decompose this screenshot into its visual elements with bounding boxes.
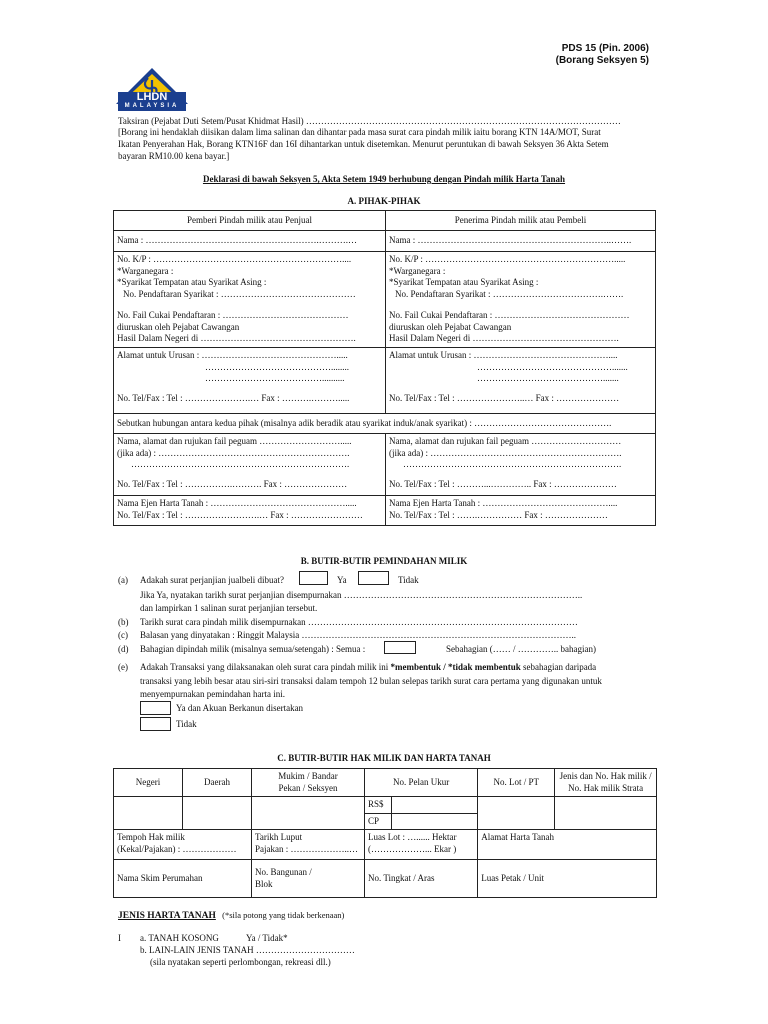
property-table xyxy=(113,768,657,898)
declaration-title: Deklarasi di bawah Seksyen 5, Akta Setem 1949 berhubung dengan Pindah milik Harta Tanah xyxy=(202,174,566,184)
seller-ejen[interactable] xyxy=(114,496,386,526)
buyer-peguam-1: Nama, alamat dan rujukan fail peguam ………………………… xyxy=(389,436,622,446)
item-e-text2: transaksi yang lebih besar atau siri-siri transaksi dalam tempoh 12 bulan selepas tarikh surat cara pertama yang digunakan untuk xyxy=(140,676,602,686)
form-subtitle: (Borang Seksyen 5) xyxy=(555,55,649,66)
h-negeri: Negeri xyxy=(114,769,183,797)
seller-peguam-1: Nama, alamat dan rujukan fail peguam ………………………..... xyxy=(117,436,352,446)
tempoh-value: (Kekal/Pajakan) : ……………… xyxy=(117,843,237,854)
buyer-alamat-1: Alamat untuk Urusan : ……………………………………….... xyxy=(389,350,618,360)
buyer-fail: No. Fail Cukai Pendaftaran : ……………………………………… xyxy=(389,310,630,320)
buyer-nama[interactable]: Nama : ………………………………………………………..……. xyxy=(386,231,656,252)
item-c-text[interactable]: Balasan yang dinyatakan : Ringgit Malaysia ……………………………………………………………………………….. xyxy=(140,630,576,640)
jenis-heading xyxy=(118,910,344,921)
intro-line: bayaran RM10.00 kena bayar.] xyxy=(118,151,230,161)
item-d-label: (d) xyxy=(118,644,129,654)
cell-petak[interactable]: Luas Petak / Unit xyxy=(478,860,657,898)
jenis-note: (*sila potong yang tidak berkenaan) xyxy=(222,910,345,920)
cell-skim[interactable]: Nama Skim Perumahan xyxy=(114,860,252,898)
intro-line: Ikatan Penyerahan Hak, Borang KTN16F dan 16I dihantarkan untuk disetemkan. Menurut peruntukan di bawah Seksyen 36 Akta Setem xyxy=(118,139,609,149)
buyer-urus: diuruskan oleh Pejabat Cawangan xyxy=(389,321,512,332)
cell-rss: RS$ xyxy=(365,797,392,814)
item-e-opt2: Tidak xyxy=(176,719,197,729)
checkbox-ya[interactable] xyxy=(299,571,328,585)
cell-tempoh[interactable] xyxy=(114,830,252,860)
luput-value: Pajakan : ………………..… xyxy=(255,843,358,854)
cell-jenis[interactable] xyxy=(555,797,657,830)
buyer-peguam-2: (jika ada) : ………………………………………………………. xyxy=(389,447,622,458)
item-a-tidak: Tidak xyxy=(398,575,419,585)
logo-text: LHDN xyxy=(136,91,168,103)
seller-urus: diuruskan oleh Pejabat Cawangan xyxy=(117,321,240,332)
h-lot: No. Lot / PT xyxy=(478,769,555,797)
buyer-details[interactable] xyxy=(386,252,656,348)
bangunan-label: No. Bangunan / xyxy=(255,867,312,877)
cell-luput[interactable] xyxy=(252,830,365,860)
blok-label: Blok xyxy=(255,878,273,889)
seller-warga: *Warganegara : xyxy=(117,265,174,276)
luput-label: Tarikh Luput xyxy=(255,832,303,842)
seller-fail: No. Fail Cukai Pendaftaran : …………………………………… xyxy=(117,310,349,320)
seller-peguam-2: (jika ada) : ………………………………………………………. xyxy=(117,447,350,458)
item-a-cont2: dan lampirkan 1 salinan surat perjanjian tersebut. xyxy=(140,603,318,613)
seller-alamat-2: ……………………………………........ xyxy=(205,361,349,372)
luas-hektar: Luas Lot : …...... Hektar xyxy=(368,832,457,842)
checkbox-semua[interactable] xyxy=(384,641,416,654)
buyer-alamat-2: ………………………………………....... xyxy=(477,361,628,372)
item-e-text1a: Adakah Transaksi yang dilaksanakan oleh surat cara pindah milik ini xyxy=(140,662,391,672)
cell-bangunan[interactable] xyxy=(252,860,365,898)
h-daerah: Daerah xyxy=(183,769,252,797)
buyer-ejen-1: Nama Ejen Harta Tanah : …………………………………….... xyxy=(389,498,618,508)
item-c-label: (c) xyxy=(118,630,128,640)
buyer-tel: No. Tel/Fax : Tel : …………………..… Fax : ………………… xyxy=(389,392,620,403)
parties-table xyxy=(113,210,656,526)
buyer-alamat[interactable] xyxy=(386,348,656,414)
seller-kp: No. K/P : ……………………………………………………….... xyxy=(117,254,352,264)
h-mukim: Mukim / Bandar Pekan / Seksyen xyxy=(252,769,365,797)
seller-alamat-1: Alamat untuk Urusan : ………………………………………..... xyxy=(117,350,348,360)
lhdn-logo xyxy=(112,66,192,112)
cell-tingkat[interactable]: No. Tingkat / Aras xyxy=(365,860,478,898)
col-seller-header: Pemberi Pindah milik atau Penjual xyxy=(114,211,386,231)
buyer-alamat-3: ……………………………………....... xyxy=(477,373,619,383)
buyer-kp: No. K/P : ………………………………………………………..... xyxy=(389,254,626,264)
checkbox-tidak[interactable] xyxy=(358,571,389,585)
jenis-title: JENIS HARTA TANAH xyxy=(118,911,216,921)
item-b-label: (b) xyxy=(118,617,129,627)
item-a-ya: Ya xyxy=(337,575,347,585)
cell-alamat-harta[interactable]: Alamat Harta Tanah xyxy=(478,830,657,860)
item-d-text: Bahagian dipindah milik (misalnya semua/setengah) : Semua : xyxy=(140,644,366,654)
logo-subtext: MALAYSIA xyxy=(124,103,180,109)
item-a-text: Adakah surat perjanjian jualbeli dibuat? xyxy=(140,575,284,585)
item-e-opt1: Ya dan Akuan Berkanun disertakan xyxy=(176,703,304,713)
item-e-text1c: sebahagian daripada xyxy=(520,662,597,672)
seller-hasil: Hasil Dalam Negeri di ……………………………………………. xyxy=(117,333,356,343)
seller-peguam[interactable] xyxy=(114,434,386,496)
seller-ejen-1: Nama Ejen Harta Tanah : ………………………………………..... xyxy=(117,498,357,508)
intro-taksiran: Taksiran (Pejabat Duti Setem/Pusat Khidmat Hasil) …………………………………………………………………………………………… xyxy=(118,116,621,126)
buyer-peguam-3: ………………………………………………………………. xyxy=(403,459,622,469)
item-e-text3: menyempurnakan pemindahan harta ini. xyxy=(140,689,285,699)
section-c-title: C. BUTIR-BUTIR HAK MILIK DAN HARTA TANAH xyxy=(277,753,491,763)
buyer-ejen-2: No. Tel/Fax : Tel : …….…………… Fax : ………………… xyxy=(389,509,608,520)
buyer-hasil: Hasil Dalam Negeri di …………………………………………. xyxy=(389,333,619,343)
jenis-b[interactable]: b. LAIN-LAIN JENIS TANAH …………………………… xyxy=(140,945,355,955)
jenis-b-note: (sila nyatakan seperti perlombongan, rekreasi dll.) xyxy=(150,957,331,967)
cell-lot[interactable] xyxy=(478,797,555,830)
h-jenis: Jenis dan No. Hak milik / No. Hak milik Strata xyxy=(555,769,657,797)
buyer-warga: *Warganegara : xyxy=(389,265,446,276)
jenis-roman: I xyxy=(118,933,121,943)
h-pelan: No. Pelan Ukur xyxy=(365,769,478,797)
seller-details[interactable] xyxy=(114,252,386,348)
item-b-text[interactable]: Tarikh surat cara pindah milik disempurnakan ……………………………………………………………………………… xyxy=(140,617,578,627)
seller-peguam-3: ………………………………………………………………. xyxy=(131,459,350,469)
buyer-peguam-tel: No. Tel/Fax : Tel : ………...………….. Fax : ………………… xyxy=(389,478,617,489)
buyer-peguam[interactable] xyxy=(386,434,656,496)
intro-line: [Borang ini hendaklah diisikan dalam lima salinan dan dihantar pada masa surat cara pindah milik iaitu borang KTN 14A/MOT, Surat xyxy=(118,127,601,137)
tempoh-label: Tempoh Hak milik xyxy=(117,832,185,842)
seller-alamat[interactable] xyxy=(114,348,386,414)
seller-ejen-2: No. Tel/Fax : Tel : …………………….… Fax : …………………… xyxy=(117,509,363,520)
item-a-cont1: Jika Ya, nyatakan tarikh surat perjanjian disempurnakan …………………………………………………………………….. xyxy=(140,590,583,600)
seller-peguam-tel: No. Tel/Fax : Tel : …………….………. Fax : ………………… xyxy=(117,478,348,489)
cell-daerah[interactable] xyxy=(183,797,252,830)
seller-tel: No. Tel/Fax : Tel : ………………….… Fax : ……….………..... xyxy=(117,392,350,403)
section-b-title: B. BUTIR-BUTIR PEMINDAHAN MILIK xyxy=(300,556,468,566)
cell-cp-value[interactable] xyxy=(392,813,478,830)
buyer-syarikat: *Syarikat Tempatan atau Syarikat Asing : xyxy=(389,277,539,287)
luas-ekar: (………………... Ekar ) xyxy=(368,843,457,854)
buyer-daftar: No. Pendaftaran Syarikat : ……………………………….……. xyxy=(395,288,624,299)
jenis-a-value[interactable]: Ya / Tidak* xyxy=(246,933,288,943)
cell-negeri[interactable] xyxy=(114,797,183,830)
checkbox-e-tidak[interactable] xyxy=(140,717,171,731)
cell-rss-value[interactable] xyxy=(392,797,478,814)
col-buyer-header: Penerima Pindah milik atau Pembeli xyxy=(386,211,656,231)
item-a-label: (a) xyxy=(118,575,128,585)
seller-daftar: No. Pendaftaran Syarikat : ……………………………………… xyxy=(123,288,356,299)
form-code: PDS 15 (Pin. 2006) xyxy=(561,43,649,54)
seller-syarikat: *Syarikat Tempatan atau Syarikat Asing : xyxy=(117,277,267,287)
cell-mukim[interactable] xyxy=(252,797,365,830)
item-e-label: (e) xyxy=(118,662,128,672)
item-e-text1 xyxy=(140,662,596,672)
cell-luas[interactable] xyxy=(365,830,478,860)
relation-field[interactable]: Sebutkan hubungan antara kedua pihak (misalnya adik beradik atau syarikat induk/anak syarikat) : ………………………………………. xyxy=(114,414,656,434)
item-e-text1b: *membentuk / *tidak membentuk xyxy=(390,662,521,672)
jenis-a: a. TANAH KOSONG xyxy=(140,933,219,943)
buyer-ejen[interactable] xyxy=(386,496,656,526)
seller-nama[interactable]: Nama : ………………………………………………….……….… xyxy=(114,231,386,252)
item-d-sebahagian[interactable]: Sebahagian (…… / ………….. bahagian) xyxy=(446,644,596,654)
cell-cp: CP xyxy=(365,813,392,830)
checkbox-ya-akuan[interactable] xyxy=(140,701,171,715)
section-a-title: A. PIHAK-PIHAK xyxy=(347,196,421,206)
seller-alamat-3: ………………………………….......... xyxy=(205,373,345,383)
